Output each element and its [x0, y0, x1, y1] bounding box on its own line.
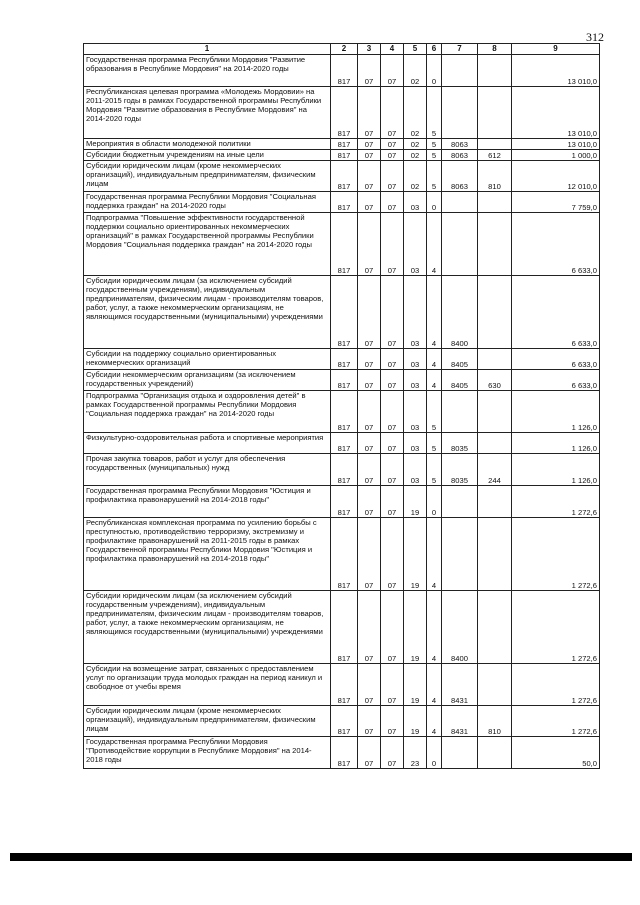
table-row: [84, 454, 600, 486]
budget-table: [83, 43, 600, 769]
section-code: 07: [358, 213, 381, 276]
ministry-code: 817: [331, 370, 358, 391]
program-code: 02: [404, 161, 427, 192]
section-code: 07: [358, 518, 381, 591]
expense-type-code: [478, 433, 512, 454]
ministry-code: 817: [331, 55, 358, 87]
direction-code: [442, 486, 478, 518]
subprogram-code: 0: [427, 192, 442, 213]
table-row: [84, 391, 600, 433]
subprogram-code: 0: [427, 486, 442, 518]
subsection-code: 07: [381, 737, 404, 769]
table-row: [84, 276, 600, 349]
header-cell: 1: [84, 44, 331, 55]
item-name: Республиканская целевая программа «Молодежь Мордовии» на 2011-2015 годы в рамках Государственной программы Республики Мордовия "Развитие образования в Республике Мордовия" на 2014-2020 годы: [84, 87, 331, 139]
section-code: 07: [358, 486, 381, 518]
table-row: [84, 737, 600, 769]
program-code: 19: [404, 518, 427, 591]
subprogram-code: 5: [427, 454, 442, 486]
expense-type-code: [478, 486, 512, 518]
amount: 13 010,0: [512, 87, 600, 139]
subprogram-code: 4: [427, 370, 442, 391]
program-code: 02: [404, 150, 427, 161]
direction-code: 8063: [442, 139, 478, 150]
direction-code: [442, 213, 478, 276]
item-name: Физкультурно-оздоровительная работа и спортивные мероприятия: [84, 433, 331, 454]
direction-code: [442, 87, 478, 139]
subsection-code: 07: [381, 433, 404, 454]
section-code: 07: [358, 276, 381, 349]
amount: 6 633,0: [512, 370, 600, 391]
direction-code: 8063: [442, 161, 478, 192]
subsection-code: 07: [381, 591, 404, 664]
expense-type-code: [478, 55, 512, 87]
expense-type-code: [478, 276, 512, 349]
section-code: 07: [358, 706, 381, 737]
ministry-code: 817: [331, 139, 358, 150]
item-name: Государственная программа Республики Мордовия "Противодействие коррупции в Республике Мордовия" на 2014-2018 годы: [84, 737, 331, 769]
subsection-code: 07: [381, 192, 404, 213]
direction-code: 8400: [442, 276, 478, 349]
amount: 1 272,6: [512, 591, 600, 664]
program-code: 19: [404, 664, 427, 706]
ministry-code: 817: [331, 706, 358, 737]
amount: 6 633,0: [512, 276, 600, 349]
expense-type-code: [478, 518, 512, 591]
ministry-code: 817: [331, 391, 358, 433]
table-row: [84, 433, 600, 454]
subsection-code: 07: [381, 454, 404, 486]
subsection-code: 07: [381, 486, 404, 518]
expense-type-code: 244: [478, 454, 512, 486]
table-row: [84, 150, 600, 161]
direction-code: [442, 737, 478, 769]
section-code: 07: [358, 370, 381, 391]
item-name: Подпрограмма "Организация отдыха и оздоровления детей" в рамках Государственной программы Республики Мордовия "Социальная поддержка граждан" на 2014-2020 годы: [84, 391, 331, 433]
ministry-code: 817: [331, 87, 358, 139]
ministry-code: 817: [331, 591, 358, 664]
amount: 50,0: [512, 737, 600, 769]
subsection-code: 07: [381, 276, 404, 349]
direction-code: 8431: [442, 706, 478, 737]
ministry-code: 817: [331, 737, 358, 769]
amount: 1 272,6: [512, 486, 600, 518]
amount: 12 010,0: [512, 161, 600, 192]
amount: 1 000,0: [512, 150, 600, 161]
subsection-code: 07: [381, 349, 404, 370]
program-code: 03: [404, 192, 427, 213]
expense-type-code: [478, 664, 512, 706]
subprogram-code: 5: [427, 87, 442, 139]
expense-type-code: [478, 192, 512, 213]
subsection-code: 07: [381, 150, 404, 161]
item-name: Субсидии на поддержку социально ориентированных некоммерческих организаций: [84, 349, 331, 370]
program-code: 03: [404, 454, 427, 486]
subsection-code: 07: [381, 87, 404, 139]
expense-type-code: 810: [478, 161, 512, 192]
item-name: Государственная программа Республики Мордовия "Юстиция и профилактика правонарушений на 2014-2018 годы": [84, 486, 331, 518]
table-row: [84, 87, 600, 139]
section-code: 07: [358, 55, 381, 87]
header-cell: 2: [331, 44, 358, 55]
table-row: [84, 664, 600, 706]
header-cell: 9: [512, 44, 600, 55]
direction-code: [442, 192, 478, 213]
item-name: Подпрограмма "Повышение эффективности государственной поддержки социально ориентированных некоммерческих организаций" в рамках Государственной программы Республики Мордовия "Социальная поддержка граждан" на 2014-2020 годы: [84, 213, 331, 276]
section-code: 07: [358, 161, 381, 192]
amount: 7 759,0: [512, 192, 600, 213]
section-code: 07: [358, 664, 381, 706]
section-code: 07: [358, 139, 381, 150]
scan-edge-bar: [10, 853, 632, 861]
subprogram-code: 4: [427, 664, 442, 706]
header-row: [84, 44, 600, 55]
section-code: 07: [358, 591, 381, 664]
table-row: [84, 370, 600, 391]
direction-code: 8063: [442, 150, 478, 161]
ministry-code: 817: [331, 454, 358, 486]
subprogram-code: 4: [427, 591, 442, 664]
table-row: [84, 486, 600, 518]
expense-type-code: [478, 737, 512, 769]
item-name: Субсидии юридическим лицам (кроме некоммерческих организаций), индивидуальным предпринимателям, физическим лицам: [84, 706, 331, 737]
program-code: 03: [404, 391, 427, 433]
direction-code: [442, 391, 478, 433]
program-code: 02: [404, 139, 427, 150]
ministry-code: 817: [331, 192, 358, 213]
subprogram-code: 4: [427, 518, 442, 591]
amount: 13 010,0: [512, 139, 600, 150]
program-code: 03: [404, 213, 427, 276]
subprogram-code: 5: [427, 433, 442, 454]
section-code: 07: [358, 454, 381, 486]
header-cell: 8: [478, 44, 512, 55]
program-code: 19: [404, 706, 427, 737]
expense-type-code: 810: [478, 706, 512, 737]
subprogram-code: 4: [427, 349, 442, 370]
direction-code: [442, 518, 478, 591]
item-name: Республиканская комплексная программа по усилению борьбы с преступностью, противодействию терроризму, экстремизму и профилактике правонарушений на 2011-2015 годы в рамках Государственной программы Республики Мордовия "Юстиция и профилактика правонарушений на 2014-2018 годы": [84, 518, 331, 591]
section-code: 07: [358, 737, 381, 769]
subsection-code: 07: [381, 213, 404, 276]
subsection-code: 07: [381, 139, 404, 150]
subprogram-code: 4: [427, 706, 442, 737]
direction-code: [442, 55, 478, 87]
table-row: [84, 213, 600, 276]
page-number: 312: [586, 30, 604, 44]
ministry-code: 817: [331, 213, 358, 276]
item-name: Мероприятия в области молодежной политики: [84, 139, 331, 150]
table-row: [84, 192, 600, 213]
expense-type-code: [478, 349, 512, 370]
item-name: Государственная программа Республики Мордовия "Развитие образования в Республике Мордовия" на 2014-2020 годы: [84, 55, 331, 87]
direction-code: 8405: [442, 349, 478, 370]
item-name: Субсидии на возмещение затрат, связанных с предоставлением услуг по организации труда молодых граждан на период каникул и свободное от учебы время: [84, 664, 331, 706]
program-code: 19: [404, 591, 427, 664]
subprogram-code: 5: [427, 161, 442, 192]
amount: 1 126,0: [512, 433, 600, 454]
table-row: [84, 706, 600, 737]
item-name: Субсидии юридическим лицам (за исключением субсидий государственным учреждениям), индивидуальным предпринимателям, физическим лицам - производителям товаров, работ, услуг, а также некоммерческим организациям, не являющимся государственными (муниципальными) учреждениями: [84, 276, 331, 349]
expense-type-code: [478, 139, 512, 150]
direction-code: 8035: [442, 454, 478, 486]
subprogram-code: 4: [427, 276, 442, 349]
amount: 1 272,6: [512, 706, 600, 737]
item-name: Субсидии юридическим лицам (за исключением субсидий государственным учреждениям), индивидуальным предпринимателям, физическим лицам - производителям товаров, работ, услуг, а также некоммерческим организациям, не являющимся государственными (муниципальными) учреждениями: [84, 591, 331, 664]
program-code: 03: [404, 370, 427, 391]
subsection-code: 07: [381, 706, 404, 737]
table-row: [84, 139, 600, 150]
item-name: Субсидии юридическим лицам (кроме некоммерческих организаций), индивидуальным предпринимателям, физическим лицам: [84, 161, 331, 192]
expense-type-code: 612: [478, 150, 512, 161]
section-code: 07: [358, 349, 381, 370]
direction-code: 8035: [442, 433, 478, 454]
subsection-code: 07: [381, 55, 404, 87]
item-name: Субсидии некоммерческим организациям (за исключением государственных учреждений): [84, 370, 331, 391]
header-cell: 3: [358, 44, 381, 55]
subprogram-code: 5: [427, 150, 442, 161]
subprogram-code: 5: [427, 391, 442, 433]
expense-type-code: [478, 87, 512, 139]
section-code: 07: [358, 433, 381, 454]
subprogram-code: 0: [427, 737, 442, 769]
subsection-code: 07: [381, 664, 404, 706]
table-row: [84, 349, 600, 370]
program-code: 03: [404, 349, 427, 370]
amount: 13 010,0: [512, 55, 600, 87]
subprogram-code: 5: [427, 139, 442, 150]
program-code: 03: [404, 433, 427, 454]
table-row: [84, 161, 600, 192]
subprogram-code: 4: [427, 213, 442, 276]
item-name: Прочая закупка товаров, работ и услуг для обеспечения государственных (муниципальных) нужд: [84, 454, 331, 486]
header-cell: 4: [381, 44, 404, 55]
item-name: Субсидии бюджетным учреждениям на иные цели: [84, 150, 331, 161]
header-cell: 6: [427, 44, 442, 55]
item-name: Государственная программа Республики Мордовия "Социальная поддержка граждан" на 2014-2020 годы: [84, 192, 331, 213]
direction-code: 8431: [442, 664, 478, 706]
subsection-code: 07: [381, 391, 404, 433]
ministry-code: 817: [331, 161, 358, 192]
ministry-code: 817: [331, 150, 358, 161]
ministry-code: 817: [331, 349, 358, 370]
amount: 1 272,6: [512, 664, 600, 706]
table-row: [84, 518, 600, 591]
program-code: 02: [404, 55, 427, 87]
amount: 1 126,0: [512, 454, 600, 486]
section-code: 07: [358, 192, 381, 213]
table-row: [84, 591, 600, 664]
expense-type-code: [478, 213, 512, 276]
ministry-code: 817: [331, 518, 358, 591]
section-code: 07: [358, 150, 381, 161]
expense-type-code: [478, 391, 512, 433]
ministry-code: 817: [331, 486, 358, 518]
subsection-code: 07: [381, 518, 404, 591]
amount: 6 633,0: [512, 349, 600, 370]
subsection-code: 07: [381, 161, 404, 192]
subprogram-code: 0: [427, 55, 442, 87]
program-code: 02: [404, 87, 427, 139]
program-code: 19: [404, 486, 427, 518]
ministry-code: 817: [331, 433, 358, 454]
program-code: 03: [404, 276, 427, 349]
amount: 1 272,6: [512, 518, 600, 591]
subsection-code: 07: [381, 370, 404, 391]
section-code: 07: [358, 87, 381, 139]
amount: 1 126,0: [512, 391, 600, 433]
direction-code: 8400: [442, 591, 478, 664]
ministry-code: 817: [331, 664, 358, 706]
section-code: 07: [358, 391, 381, 433]
program-code: 23: [404, 737, 427, 769]
header-cell: 5: [404, 44, 427, 55]
amount: 6 633,0: [512, 213, 600, 276]
expense-type-code: [478, 591, 512, 664]
ministry-code: 817: [331, 276, 358, 349]
header-cell: 7: [442, 44, 478, 55]
direction-code: 8405: [442, 370, 478, 391]
table-row: [84, 55, 600, 87]
expense-type-code: 630: [478, 370, 512, 391]
